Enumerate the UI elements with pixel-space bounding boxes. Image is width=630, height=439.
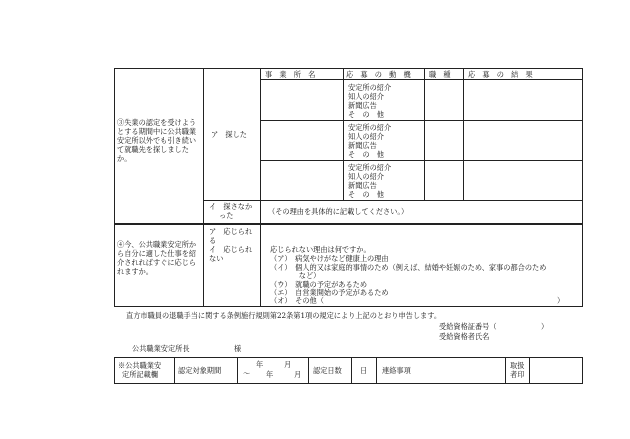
q4-reason-e-close: ） xyxy=(557,296,565,305)
q4-reason-b-cont: など） xyxy=(270,271,321,280)
q4-reason-d[interactable]: （エ） 自営業開始の予定があるため xyxy=(270,288,389,297)
q3-header-motive: 応 募 の 動 機 xyxy=(346,70,411,79)
q3-option-sought[interactable]: ア 探した xyxy=(211,130,247,139)
period-start-month: 月 xyxy=(284,360,292,369)
office-col-5 xyxy=(376,357,377,384)
period-start-year: 年 xyxy=(256,360,264,369)
period-label: 認定対象期間 xyxy=(178,366,222,375)
office-section-label-2: 定所記載欄 xyxy=(122,370,158,379)
q3-row2-motive-3[interactable]: 新聞広告 xyxy=(348,141,377,150)
q3-row2-motive-2[interactable]: 知人の紹介 xyxy=(348,132,384,141)
q3-col-job xyxy=(424,68,425,200)
addressee-honorific: 様 xyxy=(234,344,242,353)
cert-number-close: ） xyxy=(541,322,549,331)
q4-reason-title: 応じられない理由は何ですか。 xyxy=(270,245,371,254)
q3-row1-motive-1[interactable]: 安定所の紹介 xyxy=(348,83,392,92)
q3-row2-motive-4[interactable]: そ の 他 xyxy=(348,150,384,159)
cert-number-label: 受給資格証番号（ xyxy=(439,322,497,331)
q3-header-bottom xyxy=(260,79,583,80)
q3-col-motive xyxy=(343,68,344,200)
declaration-statement: 直方市職員の退職手当に関する条例施行規則第22条第1項の規定により上記のとおり申告します。 xyxy=(126,311,442,320)
q4-question: ④今、公共職業安定所から自分に適した仕事を紹介されればすぐに応じられますか。 xyxy=(117,240,197,276)
q3-row3-motive-2[interactable]: 知人の紹介 xyxy=(348,172,384,181)
q3-row-divider xyxy=(203,200,583,201)
q3-row-line-1 xyxy=(260,120,583,121)
office-col-7 xyxy=(529,357,530,384)
period-end-year: 年 xyxy=(266,370,274,379)
q3-row1-motive-3[interactable]: 新聞広告 xyxy=(348,101,377,110)
q4-reason-a[interactable]: （ア） 病気やけがなど健康上の理由 xyxy=(270,254,389,263)
q3-question: ③失業の認定を受けようとする期間中に公共職業安定所以外でも引き続いて就職先を探しましたか。 xyxy=(117,118,197,163)
handler-label-1: 取扱 xyxy=(510,361,525,370)
office-col-4 xyxy=(351,357,352,384)
q3-row3-motive-1[interactable]: 安定所の紹介 xyxy=(348,163,392,172)
q3-row3-motive-3[interactable]: 新聞広告 xyxy=(348,181,377,190)
q3-row3-motive-4[interactable]: そ の 他 xyxy=(348,190,384,199)
q3-header-company: 事 業 所 名 xyxy=(265,70,316,79)
office-section-label-1: ※公共職業安 xyxy=(118,361,162,370)
q3-col-result xyxy=(463,68,464,200)
q3-reason-note: （その理由を具体的に記載してください。） xyxy=(268,207,409,216)
q3-header-result: 応 募 の 結 果 xyxy=(468,70,533,79)
days-unit: 日 xyxy=(360,366,368,375)
handler-label-2: 者印 xyxy=(510,370,525,379)
q3-option-not-sought-2: った xyxy=(219,211,234,220)
q3-row2-motive-1[interactable]: 安定所の紹介 xyxy=(348,123,392,132)
q4-divider-1 xyxy=(203,224,204,307)
applicant-name-label: 受給資格者氏名 xyxy=(439,332,490,341)
q4-reason-e[interactable]: （オ） その他（ xyxy=(270,296,324,305)
contact-label: 連絡事項 xyxy=(382,366,411,375)
q3-row-line-2 xyxy=(260,160,583,161)
q3-header-job: 職 種 xyxy=(429,70,451,79)
q4-option-can-accept[interactable]: ア 応じられる xyxy=(209,227,253,245)
addressee-office: 公共職業安定所長 xyxy=(132,344,190,353)
office-col-1 xyxy=(174,357,175,384)
q4-divider-2 xyxy=(260,224,261,307)
period-tilde: ～ xyxy=(243,369,251,378)
office-col-3 xyxy=(308,357,309,384)
q4-reason-c[interactable]: （ウ） 就職の予定があるため xyxy=(270,280,368,289)
q3-row1-motive-4[interactable]: そ の 他 xyxy=(348,110,384,119)
q3-row1-motive-2[interactable]: 知人の紹介 xyxy=(348,92,384,101)
days-label: 認定日数 xyxy=(313,366,342,375)
q4-option-cannot-accept[interactable]: イ 応じられない xyxy=(209,245,253,263)
office-col-2 xyxy=(237,357,238,384)
period-end-month: 月 xyxy=(294,370,302,379)
office-col-6 xyxy=(505,357,506,384)
q4-reason-b[interactable]: （イ） 個人的又は家庭的事情のため（例えば、結婚や妊娠のため、家事の都合のため xyxy=(270,263,547,272)
q3-option-not-sought-1[interactable]: イ 探さなか xyxy=(209,202,253,211)
